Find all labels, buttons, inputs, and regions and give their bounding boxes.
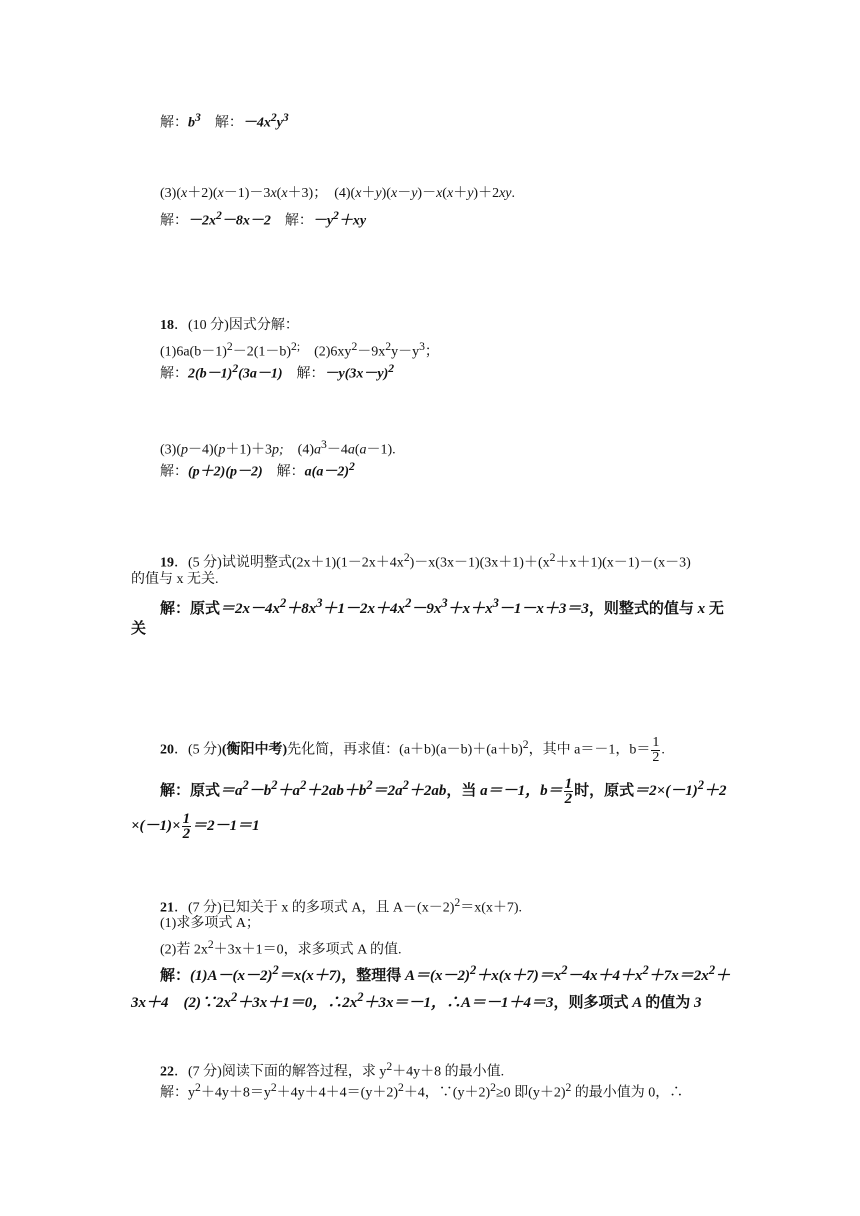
question-20-text: 20．(5 分)(衡阳中考)先化简，再求值：$(a+b)(a-b)+(a+b)^2$，其中 a＝－1，b＝ $\frac{1}{2}$ . — [160, 734, 665, 765]
question-19-text-cont: 的值与 x 无关. — [131, 572, 219, 587]
answer-line-cont: 关 — [131, 621, 147, 637]
answer-line: 解：$2(b-1)^2(3a-1)$ 解：$-y(3x-y)^2$ — [160, 362, 395, 382]
question-21-part2: (2)若 $2x^2+3x+1=0$，求多项式 A 的值. — [160, 938, 402, 958]
answer-line: 解：原式$=2x-4x^2+8x^3+1-2x+4x^2-9x^3+x+x^3-1-x+3=3$，则整式的值与 x 无 — [160, 596, 724, 617]
answer-line-cont: 3x＋4 $(2)\because 2x^2+3x+1=0$，$\therefore 2x^2+3x=-1$，∴A＝－1＋4＝3，则多项式 A 的值为 3 — [131, 990, 702, 1011]
answer-line: 解：原式$=a^2-b^2+a^2+2ab+b^2=2a^2+2ab$，当 a＝－1，b＝ $\frac{1}{2}$ 时，原式$=2\times(-1)^2+2$ — [160, 776, 727, 808]
question-22-solution: 解：$y^2+4y+8=y^2+4y+4+4=(y+2)^2+4$，$\because(y+2)^2\ge 0$ 即$(y+2)^2$ 的最小值为 0，∴ — [160, 1081, 684, 1101]
answer-line: 解：$(1)A-(x-2)^2=x(x+7)$，整理得 $A=(x-2)^2+x(x+7)=x^2-4x+4+x^2+7x=2x^2+$ — [160, 963, 731, 984]
answer-line: 解：$-2x^2-8x-2$ 解：$-y^2+xy$ — [160, 209, 367, 229]
answer-line: 解：(p＋2)(p－2) 解：$a(a-2)^2$ — [160, 460, 355, 480]
problem-line: (3)(x＋2)(x－1)－3x(x＋3)； (4)(x＋y)(x－y)－x(x＋y)＋2xy. — [160, 186, 516, 201]
question-21-text: 21．(7 分)已知关于 x 的多项式 A，且 $A-(x-2)^2=x(x+7)$. — [160, 896, 523, 916]
problem-line: (3)(p－4)(p＋1)＋3p; $(4)a^3-4a(a-1)$. — [160, 438, 396, 458]
answer-line: 解：$b^3$ 解：$-4x^2y^3$ — [160, 111, 289, 131]
question-22-text: 22．(7 分)阅读下面的解答过程，求 $y^2+4y+8$ 的最小值. — [160, 1060, 505, 1080]
question-21-part1: (1)求多项式 A； — [160, 916, 260, 931]
answer-line-cont: ×(－1)× $\frac{1}{2}$ ＝2－1＝1 — [131, 811, 260, 842]
problem-line: $(1)6a(b-1)^2-2(1-b)^{2;}$ $(2)6xy^2-9x^2y-y^3$； — [160, 340, 439, 360]
question-18-heading: 18．(10 分)因式分解： — [160, 318, 299, 333]
question-19-text: 19．(5 分)试说明整式$(2x+1)(1-2x+4x^2)-x(3x-1)(3x+1)+(x^2+x+1)(x-1)-(x-3)$ — [160, 551, 691, 571]
